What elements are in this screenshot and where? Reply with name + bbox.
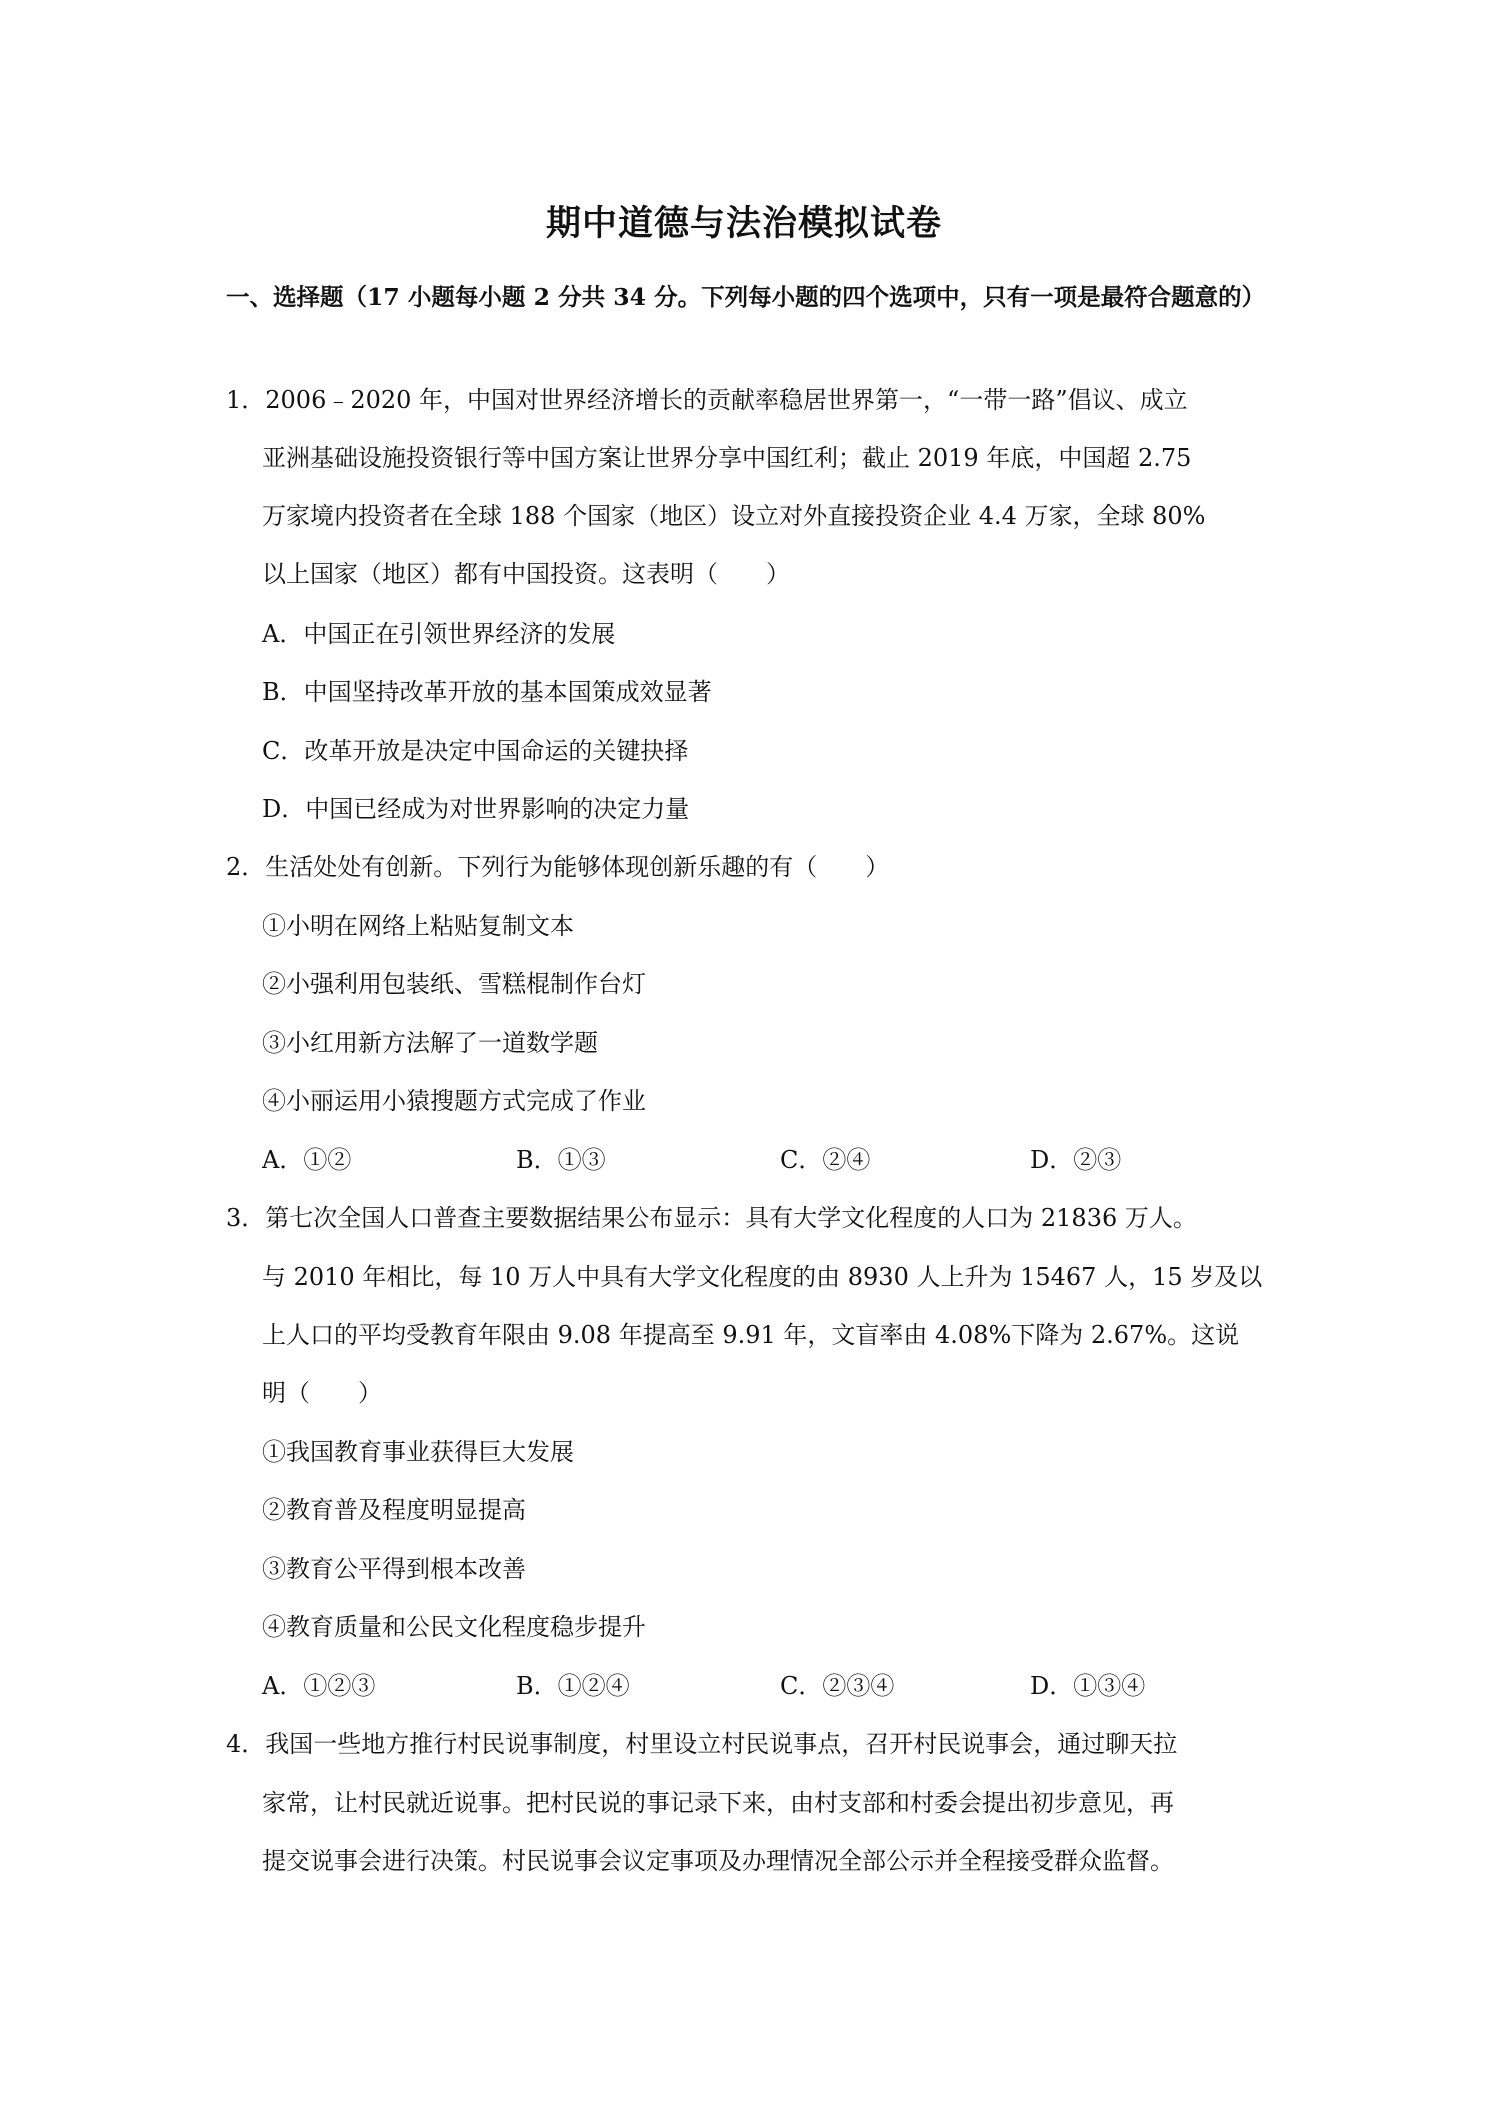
- question-1-option-b: B．中国坚持改革开放的基本国策成效显著: [262, 678, 712, 706]
- question-1-option-a: A．中国正在引领世界经济的发展: [262, 620, 616, 648]
- question-2-item-2: ②小强利用包装纸、雪糕棍制作台灯: [262, 970, 646, 998]
- question-1-line-4: 以上国家（地区）都有中国投资。这表明（ ）: [262, 560, 790, 588]
- question-1-line-1: 1．2006﹣2020 年，中国对世界经济增长的贡献率稳居世界第一，“一带一路”倡议、成立: [226, 386, 1188, 414]
- question-3-item-1: ①我国教育事业获得巨大发展: [262, 1438, 574, 1466]
- question-3-choice-a: A．①②③: [262, 1672, 376, 1700]
- question-3-line-3: 上人口的平均受教育年限由 9.08 年提高至 9.91 年，文盲率由 4.08%下降为 2.67%。这说: [262, 1321, 1240, 1349]
- question-3-item-4: ④教育质量和公民文化程度稳步提升: [262, 1613, 646, 1641]
- question-2-item-1: ①小明在网络上粘贴复制文本: [262, 912, 574, 940]
- question-1-line-2: 亚洲基础设施投资银行等中国方案让世界分享中国红利；截止 2019 年底，中国超 2.75: [262, 444, 1192, 472]
- question-3-item-3: ③教育公平得到根本改善: [262, 1555, 526, 1583]
- question-1-option-c: C．改革开放是决定中国命运的关键抉择: [262, 737, 689, 765]
- page-title: 期中道德与法治模拟试卷: [545, 203, 942, 244]
- question-2-item-3: ③小红用新方法解了一道数学题: [262, 1029, 598, 1057]
- question-4-line-2: 家常，让村民就近说事。把村民说的事记录下来，由村支部和村委会提出初步意见，再: [262, 1789, 1174, 1817]
- question-3-item-2: ②教育普及程度明显提高: [262, 1496, 526, 1524]
- question-2-item-4: ④小丽运用小猿搜题方式完成了作业: [262, 1087, 646, 1115]
- section-heading: 一、选择题（17 小题每小题 2 分共 34 分。下列每小题的四个选项中，只有一项是最符合题意的）: [226, 283, 1266, 311]
- question-3-choice-b: B．①②④: [516, 1672, 630, 1700]
- question-4-line-3: 提交说事会进行决策。村民说事会议定事项及办理情况全部公示并全程接受群众监督。: [262, 1847, 1174, 1875]
- question-3-choice-d: D．①③④: [1030, 1672, 1146, 1700]
- question-3-line-4: 明（ ）: [262, 1379, 382, 1407]
- question-2-line-1: 2．生活处处有创新。下列行为能够体现创新乐趣的有（ ）: [226, 853, 890, 881]
- question-1-line-3: 万家境内投资者在全球 188 个国家（地区）设立对外直接投资企业 4.4 万家，全球 80%: [262, 502, 1206, 530]
- question-2-choice-b: B．①③: [516, 1146, 606, 1174]
- question-2-choice-d: D．②③: [1030, 1146, 1122, 1174]
- question-3-choice-c: C．②③④: [780, 1672, 895, 1700]
- question-2-choice-a: A．①②: [262, 1146, 352, 1174]
- question-4-line-1: 4．我国一些地方推行村民说事制度，村里设立村民说事点，召开村民说事会，通过聊天拉: [226, 1730, 1178, 1758]
- question-3-line-1: 3．第七次全国人口普查主要数据结果公布显示：具有大学文化程度的人口为 21836 万人。: [226, 1204, 1197, 1232]
- question-1-option-d: D．中国已经成为对世界影响的决定力量: [262, 795, 690, 823]
- question-3-line-2: 与 2010 年相比，每 10 万人中具有大学文化程度的由 8930 人上升为 15467 人，15 岁及以: [262, 1263, 1263, 1291]
- question-2-choice-c: C．②④: [780, 1146, 871, 1174]
